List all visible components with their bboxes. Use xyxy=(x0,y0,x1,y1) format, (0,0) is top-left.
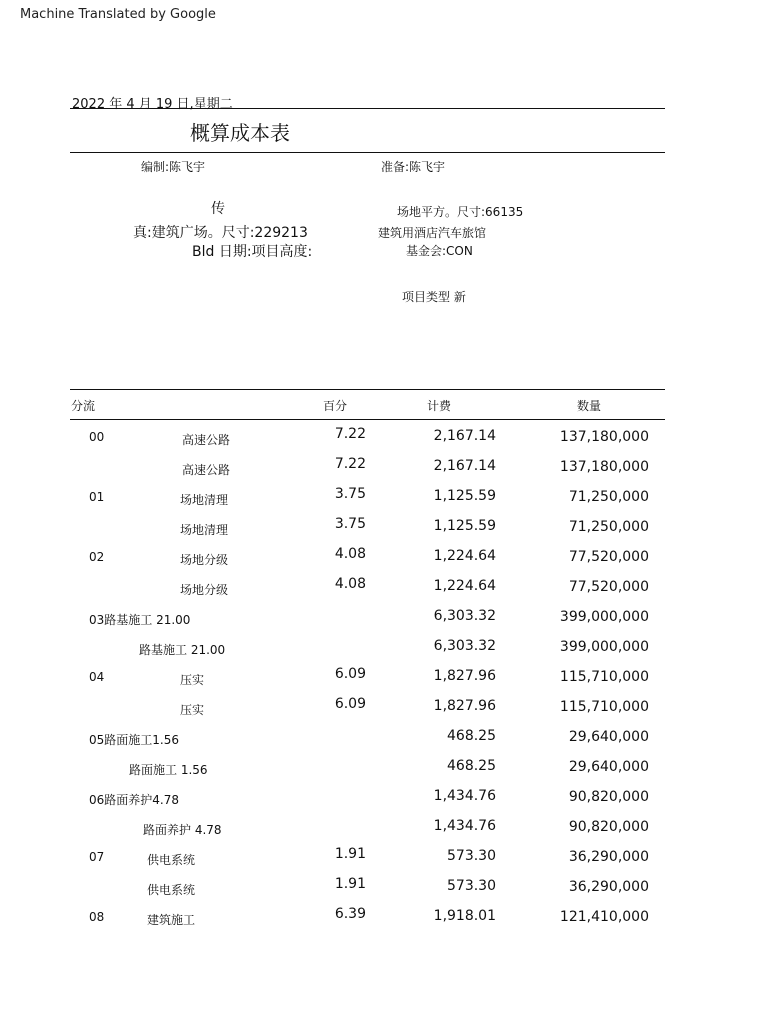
row-name: 压实 xyxy=(180,703,205,717)
row-percent: 1.91 xyxy=(334,876,366,892)
row-code: 07 xyxy=(89,850,105,864)
row-fee: 1,434.76 xyxy=(433,818,496,834)
row-code: 01 xyxy=(89,490,105,504)
row-code: 02 xyxy=(89,550,105,564)
row-percent: 4.08 xyxy=(334,546,366,562)
row-fee: 468.25 xyxy=(447,758,496,774)
row-name: 建筑施工 xyxy=(147,913,196,927)
row-percent: 3.75 xyxy=(334,486,366,502)
row-amount: 115,710,000 xyxy=(559,669,649,685)
column-header-fee: 计费 xyxy=(427,399,452,413)
row-amount: 399,000,000 xyxy=(559,609,649,625)
column-header-percent: 百分 xyxy=(323,399,348,413)
row-name: 路面养护 4.78 xyxy=(143,823,222,837)
table-header-rule xyxy=(70,419,665,420)
row-name: 场地分级 xyxy=(180,553,229,567)
foundation: 基金会:CON xyxy=(406,244,473,258)
row-percent: 6.39 xyxy=(334,906,366,922)
row-name: 03路基施工 21.00 xyxy=(89,613,191,627)
row-amount: 137,180,000 xyxy=(559,429,649,445)
building-date: Bld 日期:项目高度: xyxy=(192,244,313,260)
row-name: 场地分级 xyxy=(180,583,229,597)
row-percent: 7.22 xyxy=(334,456,366,472)
row-amount: 71,250,000 xyxy=(568,489,649,505)
row-fee: 2,167.14 xyxy=(433,458,496,474)
row-fee: 1,918.01 xyxy=(433,908,496,924)
row-name: 供电系统 xyxy=(147,853,196,867)
row-fee: 1,125.59 xyxy=(433,488,496,504)
site-area: 场地平方。尺寸:66135 xyxy=(397,205,524,219)
row-percent: 7.22 xyxy=(334,426,366,442)
row-fee: 1,125.59 xyxy=(433,518,496,534)
row-name: 场地清理 xyxy=(180,493,229,507)
row-percent: 4.08 xyxy=(334,576,366,592)
report-title: 概算成本表 xyxy=(190,121,290,145)
row-fee: 1,827.96 xyxy=(433,668,496,684)
header-bottom-rule xyxy=(70,152,665,153)
column-header-amount: 数量 xyxy=(577,399,602,413)
row-name: 路面施工 1.56 xyxy=(129,763,208,777)
row-code: 08 xyxy=(89,910,105,924)
row-amount: 77,520,000 xyxy=(568,579,649,595)
row-amount: 115,710,000 xyxy=(559,699,649,715)
row-fee: 1,434.76 xyxy=(433,788,496,804)
row-name: 供电系统 xyxy=(147,883,196,897)
row-percent: 6.09 xyxy=(334,696,366,712)
row-fee: 6,303.32 xyxy=(433,638,496,654)
row-fee: 468.25 xyxy=(447,728,496,744)
prepared-by-2: 准备:陈飞宇 xyxy=(381,160,446,174)
row-amount: 90,820,000 xyxy=(568,819,649,835)
row-name: 05路面施工1.56 xyxy=(89,733,179,747)
translation-banner: Machine Translated by Google xyxy=(20,7,216,22)
prepared-by: 编制:陈飞宇 xyxy=(141,160,206,174)
row-fee: 6,303.32 xyxy=(433,608,496,624)
fax-label: 传 xyxy=(211,201,225,217)
row-name: 高速公路 xyxy=(182,463,231,477)
column-header-division: 分流 xyxy=(71,399,96,413)
row-amount: 29,640,000 xyxy=(568,729,649,745)
row-name: 高速公路 xyxy=(182,433,231,447)
table-top-rule xyxy=(70,389,665,390)
row-amount: 90,820,000 xyxy=(568,789,649,805)
header-top-rule xyxy=(70,108,665,109)
report-date: 2022 年 4 月 19 日,星期二 xyxy=(72,97,233,112)
row-name: 06路面养护4.78 xyxy=(89,793,179,807)
row-name: 压实 xyxy=(180,673,205,687)
row-amount: 36,290,000 xyxy=(568,849,649,865)
row-fee: 1,224.64 xyxy=(433,578,496,594)
row-amount: 399,000,000 xyxy=(559,639,649,655)
row-percent: 1.91 xyxy=(334,846,366,862)
row-percent: 3.75 xyxy=(334,516,366,532)
row-fee: 573.30 xyxy=(447,848,496,864)
row-amount: 121,410,000 xyxy=(559,909,649,925)
building-plaza: 真:建筑广场。尺寸:229213 xyxy=(133,225,308,241)
row-code: 04 xyxy=(89,670,105,684)
project-type: 项目类型 新 xyxy=(402,290,466,304)
row-amount: 77,520,000 xyxy=(568,549,649,565)
row-amount: 137,180,000 xyxy=(559,459,649,475)
row-name: 场地清理 xyxy=(180,523,229,537)
building-use: 建筑用酒店汽车旅馆 xyxy=(378,226,487,240)
row-name: 路基施工 21.00 xyxy=(139,643,226,657)
row-percent: 6.09 xyxy=(334,666,366,682)
row-amount: 29,640,000 xyxy=(568,759,649,775)
row-fee: 1,224.64 xyxy=(433,548,496,564)
row-code: 00 xyxy=(89,430,105,444)
row-fee: 573.30 xyxy=(447,878,496,894)
row-amount: 71,250,000 xyxy=(568,519,649,535)
row-amount: 36,290,000 xyxy=(568,879,649,895)
row-fee: 2,167.14 xyxy=(433,428,496,444)
row-fee: 1,827.96 xyxy=(433,698,496,714)
